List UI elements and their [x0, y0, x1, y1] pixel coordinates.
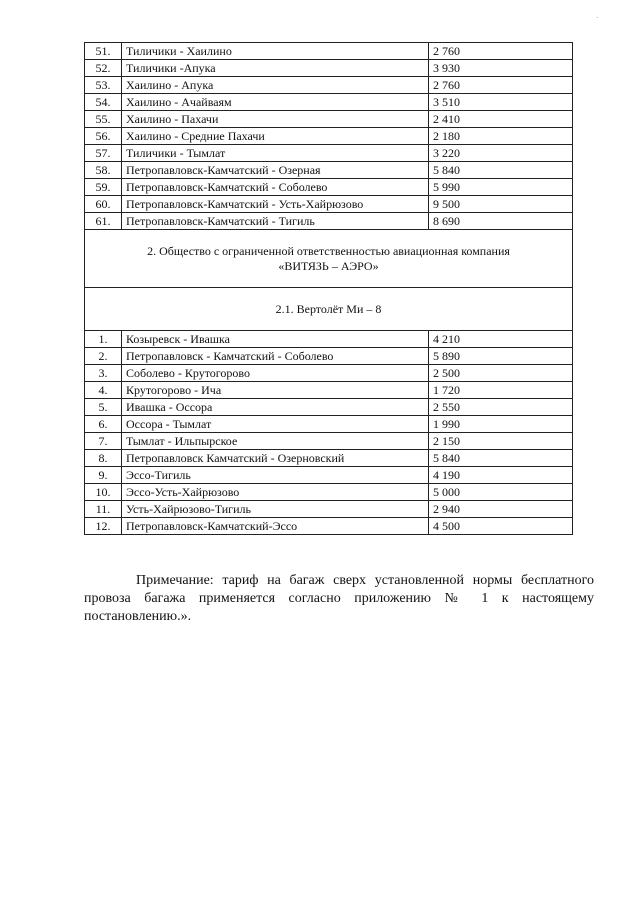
company-heading-group [85, 230, 573, 331]
corner-mark: · [596, 14, 599, 22]
route-name: Петропавловск - Камчатский - Соболево [122, 348, 429, 365]
row-number: 53. [85, 77, 122, 94]
route-price: 5 890 [429, 348, 573, 365]
route-price: 9 500 [429, 196, 573, 213]
table-row [85, 501, 573, 518]
route-price: 3 510 [429, 94, 573, 111]
table-row [85, 518, 573, 535]
company-rows [85, 331, 573, 535]
route-price: 2 410 [429, 111, 573, 128]
row-number: 51. [85, 43, 122, 60]
route-name: Петропавловск-Камчатский - Соболево [122, 179, 429, 196]
table-row [85, 196, 573, 213]
route-price: 2 150 [429, 433, 573, 450]
route-price: 3 930 [429, 60, 573, 77]
aircraft-heading: 2.1. Вертолёт Ми – 8 [85, 288, 573, 331]
route-price: 3 220 [429, 145, 573, 162]
company-heading-line1: 2. Общество с ограниченной ответственностью авиационная компания [147, 243, 510, 258]
row-number: 3. [85, 365, 122, 382]
route-name: Тиличики - Хаилино [122, 43, 429, 60]
route-name: Петропавловск Камчатский - Озерновский [122, 450, 429, 467]
table-row [85, 450, 573, 467]
route-name: Хаилино - Апука [122, 77, 429, 94]
row-number: 7. [85, 433, 122, 450]
table-row [85, 128, 573, 145]
route-price: 5 840 [429, 162, 573, 179]
row-number: 52. [85, 60, 122, 77]
table-row [85, 484, 573, 501]
route-name: Усть-Хайрюзово-Тигиль [122, 501, 429, 518]
row-number: 59. [85, 179, 122, 196]
row-number: 57. [85, 145, 122, 162]
row-number: 54. [85, 94, 122, 111]
route-name: Петропавловск-Камчатский - Усть-Хайрюзово [122, 196, 429, 213]
table-row [85, 467, 573, 484]
route-price: 5 990 [429, 179, 573, 196]
route-name: Хаилино - Пахачи [122, 111, 429, 128]
table-row [85, 43, 573, 60]
row-number: 2. [85, 348, 122, 365]
route-price: 5 000 [429, 484, 573, 501]
route-price: 4 210 [429, 331, 573, 348]
route-price: 2 550 [429, 399, 573, 416]
route-name: Тымлат - Ильпырское [122, 433, 429, 450]
note-paragraph: Примечание: тариф на багаж сверх установленной нормы бесплатного провоза багажа применяется согласно приложению № 1 к настоящему постановлению.». [84, 573, 594, 624]
table-row [85, 365, 573, 382]
route-price: 2 760 [429, 43, 573, 60]
route-name: Тиличики - Тымлат [122, 145, 429, 162]
table-row [85, 162, 573, 179]
route-name: Эссо-Усть-Хайрюзово [122, 484, 429, 501]
route-name: Хаилино - Средние Пахачи [122, 128, 429, 145]
row-number: 61. [85, 213, 122, 230]
table-row [85, 348, 573, 365]
row-number: 8. [85, 450, 122, 467]
row-number: 5. [85, 399, 122, 416]
route-name: Крутогорово - Ича [122, 382, 429, 399]
table-row [85, 382, 573, 399]
row-number: 4. [85, 382, 122, 399]
table-row [85, 94, 573, 111]
row-number: 9. [85, 467, 122, 484]
company-heading-row [85, 230, 573, 288]
route-price: 5 840 [429, 450, 573, 467]
table-row [85, 433, 573, 450]
route-name: Ивашка - Оссора [122, 399, 429, 416]
table-row [85, 213, 573, 230]
row-number: 58. [85, 162, 122, 179]
route-name: Петропавловск-Камчатский - Озерная [122, 162, 429, 179]
route-price: 1 990 [429, 416, 573, 433]
route-price: 2 940 [429, 501, 573, 518]
route-name: Тиличики -Апука [122, 60, 429, 77]
row-number: 55. [85, 111, 122, 128]
route-name: Оссора - Тымлат [122, 416, 429, 433]
table-row [85, 331, 573, 348]
route-price: 4 500 [429, 518, 573, 535]
route-price: 1 720 [429, 382, 573, 399]
table-row [85, 60, 573, 77]
route-name: Эссо-Тигиль [122, 467, 429, 484]
route-price: 2 500 [429, 365, 573, 382]
table-row [85, 145, 573, 162]
company-heading [85, 230, 573, 288]
table-row [85, 179, 573, 196]
company-heading-line2: «ВИТЯЗЬ – АЭРО» [278, 258, 379, 273]
row-number: 11. [85, 501, 122, 518]
tariff-table [84, 42, 573, 535]
route-price: 2 760 [429, 77, 573, 94]
route-name: Петропавловск-Камчатский-Эссо [122, 518, 429, 535]
row-number: 1. [85, 331, 122, 348]
row-number: 56. [85, 128, 122, 145]
table-row [85, 77, 573, 94]
table-row [85, 399, 573, 416]
route-price: 8 690 [429, 213, 573, 230]
aircraft-heading-row [85, 288, 573, 331]
route-name: Соболево - Крутогорово [122, 365, 429, 382]
table-row [85, 416, 573, 433]
row-number: 10. [85, 484, 122, 501]
route-name: Козыревск - Ивашка [122, 331, 429, 348]
section-rows [85, 43, 573, 230]
row-number: 6. [85, 416, 122, 433]
route-name: Петропавловск-Камчатский - Тигиль [122, 213, 429, 230]
row-number: 60. [85, 196, 122, 213]
table-row [85, 111, 573, 128]
route-price: 4 190 [429, 467, 573, 484]
row-number: 12. [85, 518, 122, 535]
route-name: Хаилино - Ачайваям [122, 94, 429, 111]
route-price: 2 180 [429, 128, 573, 145]
